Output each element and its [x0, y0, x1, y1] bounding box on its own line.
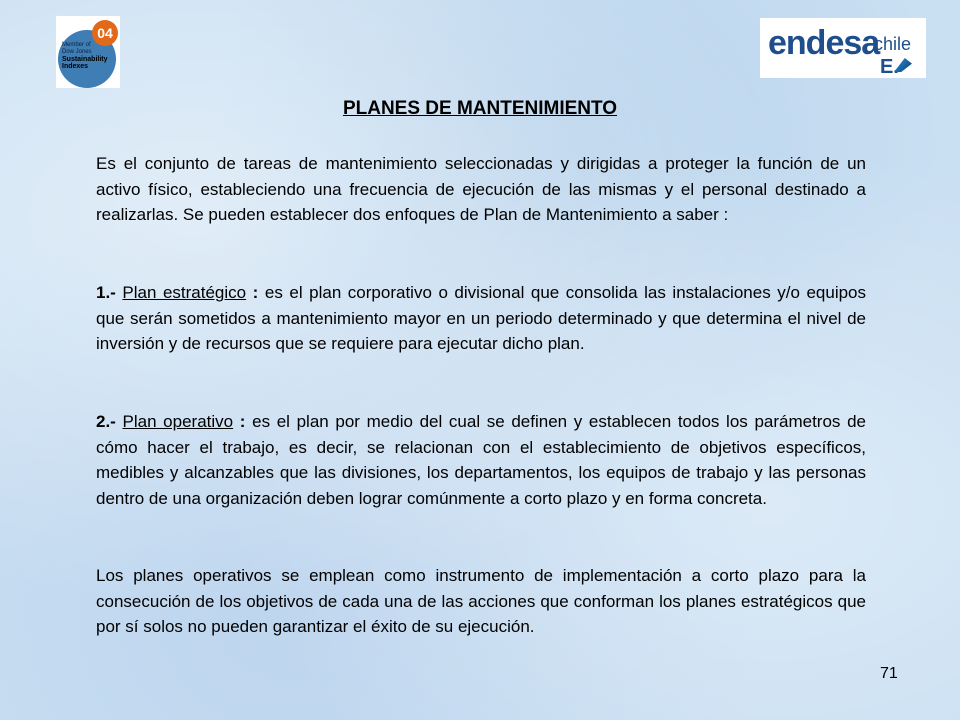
- item-separator: :: [252, 283, 259, 302]
- closing-paragraph: Los planes operativos se emplean como instrumento de implementación a corto plazo para la consecución de los objetivos de cada una de las acciones que conforman los planes estratégicos que por sí solos no pueden garantizar el éxito de su ejecución.: [96, 566, 866, 636]
- page-title: PLANES DE MANTENIMIENTO: [342, 98, 618, 119]
- logo-badge: 04: [92, 20, 118, 46]
- logo-mark: E.: [880, 56, 899, 78]
- item-term: Plan estratégico: [122, 283, 247, 302]
- item-number: 2.-: [96, 412, 116, 431]
- item-text: es el plan corporativo o divisional que consolida las instalaciones y/o equipos que serán sometidos a mantenimiento mayor en un periodo determinado y que determina el nivel de inversión y de recursos que se requiere para ejecutar dicho plan.: [96, 283, 866, 353]
- logo-country: chile: [874, 34, 912, 54]
- item-number: 1.-: [96, 283, 116, 302]
- logo-text-indexes: Sustainability Indexes: [62, 56, 108, 70]
- intro-paragraph: Es el conjunto de tareas de mantenimiento seleccionadas y dirigidas a proteger la función de un activo físico, estableciendo una frecuencia de ejecución de las mismas y el personal destinado a realizarlas. Se pueden establecer dos enfoques de Plan de Mantenimiento a saber :: [96, 154, 866, 224]
- dow-jones-sustainability-logo: [56, 16, 120, 88]
- item-plan-operativo: [96, 409, 866, 511]
- item-text: es el plan por medio del cual se definen y establecen todos los parámetros de cómo hacer el trabajo, es decir, se relacionan con el establecimiento de objetivos específicos, medibles y alcanzables que las divisiones, los departamentos, los equipos de trabajo y las personas dentro de una organización deben lograr comúnmente a corto plazo y en forma concreta.: [96, 412, 866, 508]
- item-plan-estrategico: [96, 280, 866, 357]
- item-term: Plan operativo: [122, 412, 234, 431]
- logo-brand: endesa: [768, 24, 880, 62]
- page-number: 71: [880, 665, 898, 682]
- logo-text-member: Member of Dow Jones: [62, 42, 92, 55]
- item-separator: :: [239, 412, 246, 431]
- endesa-chile-logo: [760, 18, 926, 78]
